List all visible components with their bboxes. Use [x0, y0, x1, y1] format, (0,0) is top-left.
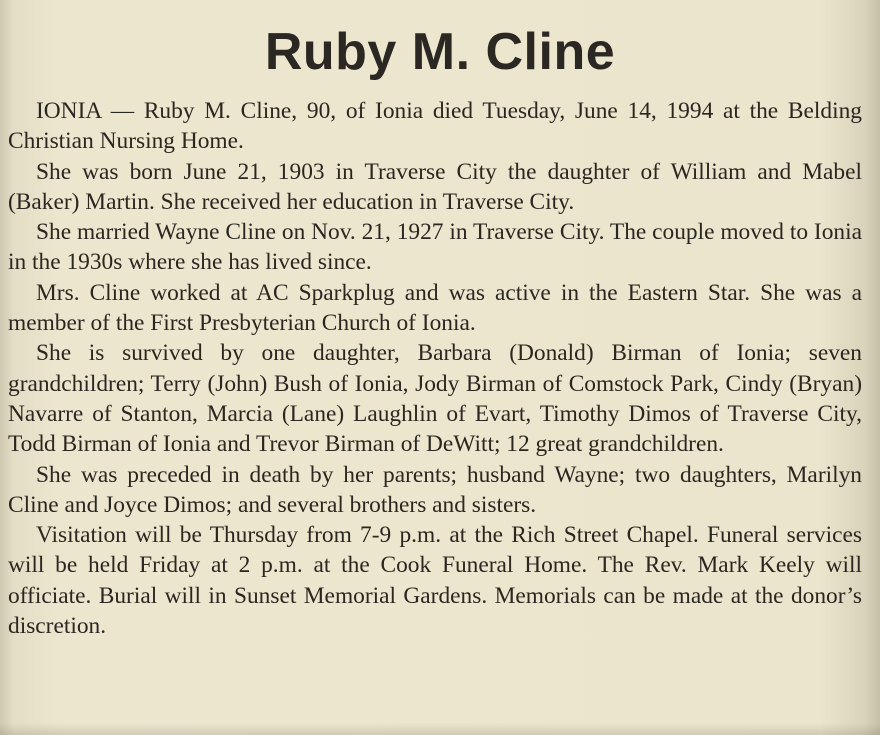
paragraph-services: Visitation will be Thursday from 7-9 p.m. at the Rich Street Chapel. Funeral services will be held Friday at 2 p.m. at the Cook Funeral Home. The Rev. Mark Keely will officiate. Burial will in Sunset Memorial Gardens. Memorials can be made at the donor’s discretion.: [8, 522, 862, 640]
paper-shadow: [0, 723, 880, 735]
paragraph-preceded: She was preceded in death by her parents; husband Wayne; two daughters, Marilyn Cline and Joyce Dimos; and several brothers and sisters.: [8, 461, 862, 518]
paragraph-survivors: She is survived by one daughter, Barbara (Donald) Birman of Ionia; seven grandchildren; Terry (John) Bush of Ionia, Jody Birman of Comstock Park, Cindy (Bryan) Navarre of Stanton, Marcia (Lane) Laughlin of Evart, Timothy Dimos of Traverse City, Todd Birman of Ionia and Trevor Birman of DeWitt; 12 great grandchildren.: [8, 340, 862, 458]
obituary-body: [8, 96, 862, 641]
paragraph-death-notice: IONIA — Ruby M. Cline, 90, of Ionia died Tuesday, June 14, 1994 at the Belding Christian Nursing Home.: [8, 98, 862, 155]
paragraph-birth: She was born June 21, 1903 in Traverse City the daughter of William and Mabel (Baker) Martin. She received her education in Traverse City.: [8, 158, 862, 215]
paragraph-work: Mrs. Cline worked at AC Sparkplug and was active in the Eastern Star. She was a member of the First Presbyterian Church of Ionia.: [8, 279, 862, 337]
paragraph-marriage: She married Wayne Cline on Nov. 21, 1927 in Traverse City. The couple moved to Ionia in the 1930s where she has lived since.: [8, 219, 862, 276]
obituary-headline: Ruby M. Cline: [264, 23, 616, 81]
